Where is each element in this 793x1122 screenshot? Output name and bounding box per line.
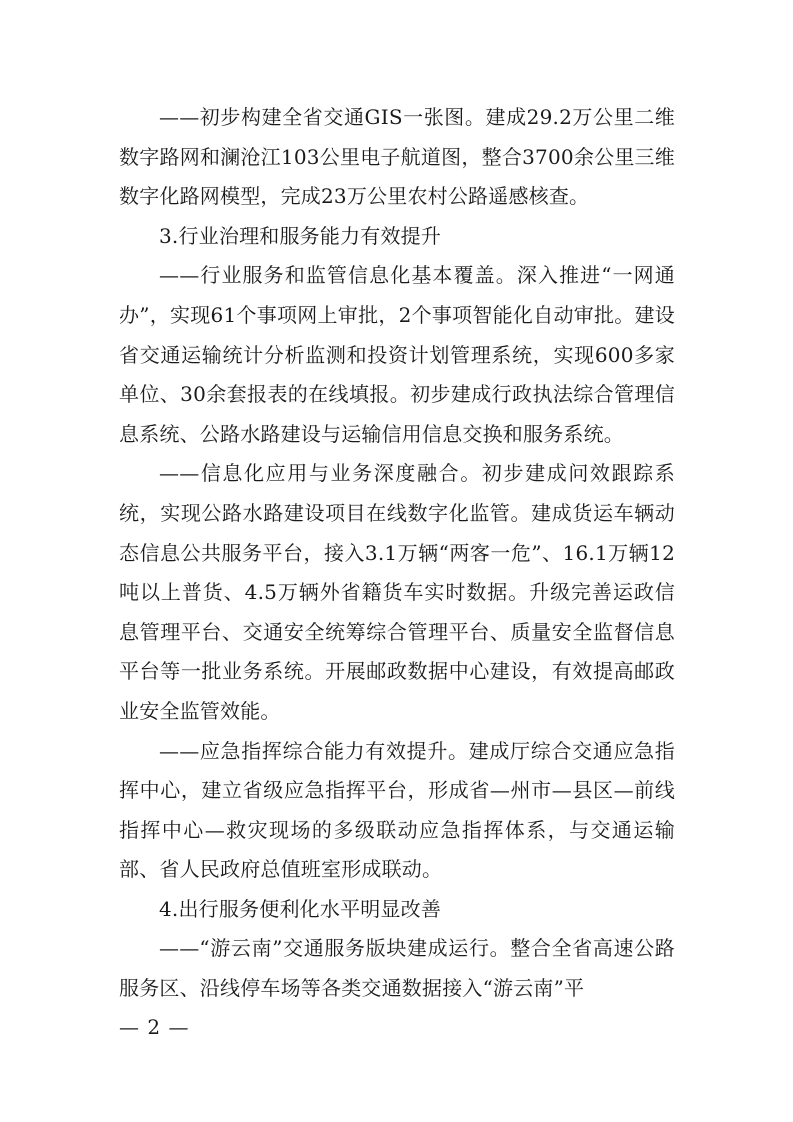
paragraph-industry-service: ——行业服务和监管信息化基本覆盖。深入推进“一网通办”，实现61个事项网上审批，2个事项智能化自动审批。建设省交通运输统计分析监测和投资计划管理系统，实现600多家单位、30余套报表的在线填报。初步建成行政执法综合管理信息系统、公路水路建设与运输信用信息交换和服务系统。 <box>119 263 675 446</box>
paragraph-gis-map: ——初步构建全省交通GIS一张图。建成29.2万公里二维数字路网和澜沧江103公里电子航道图，整合3700余公里三维数字化路网模型，完成23万公里农村公路遥感核查。 <box>119 105 675 209</box>
paragraph-emergency-command: ——应急指挥综合能力有效提升。建成厅综合交通应急指挥中心，建立省级应急指挥平台，形成省—州市—县区—前线指挥中心—救灾现场的多级联动应急指挥体系，与交通运输部、省人民政府总值班室形成联动。 <box>119 738 675 882</box>
document-body <box>119 98 675 1009</box>
paragraph-travel-service: ——“游云南”交通服务版块建成运行。整合全省高速公路服务区、沿线停车场等各类交通数据接入“游云南”平 <box>119 936 675 1001</box>
section-heading-3: 3.行业治理和服务能力有效提升 <box>159 223 442 248</box>
section-heading-4: 4.出行服务便利化水平明显改善 <box>159 896 442 921</box>
paragraph-business-integration: ——信息化应用与业务深度融合。初步建成问效跟踪系统，实现公路水路建设项目在线数字化监管。建成货运车辆动态信息公共服务平台，接入3.1万辆“两客一危”、16.1万辆12吨以上普货、4.5万辆外省籍货车实时数据。升级完善运政信息管理平台、交通安全统筹综合管理平台、质量安全监督信息平台等一批业务系统。开展邮政数据中心建设，有效提高邮政业安全监管效能。 <box>119 461 675 723</box>
page-number: — 2 — <box>119 1015 190 1039</box>
